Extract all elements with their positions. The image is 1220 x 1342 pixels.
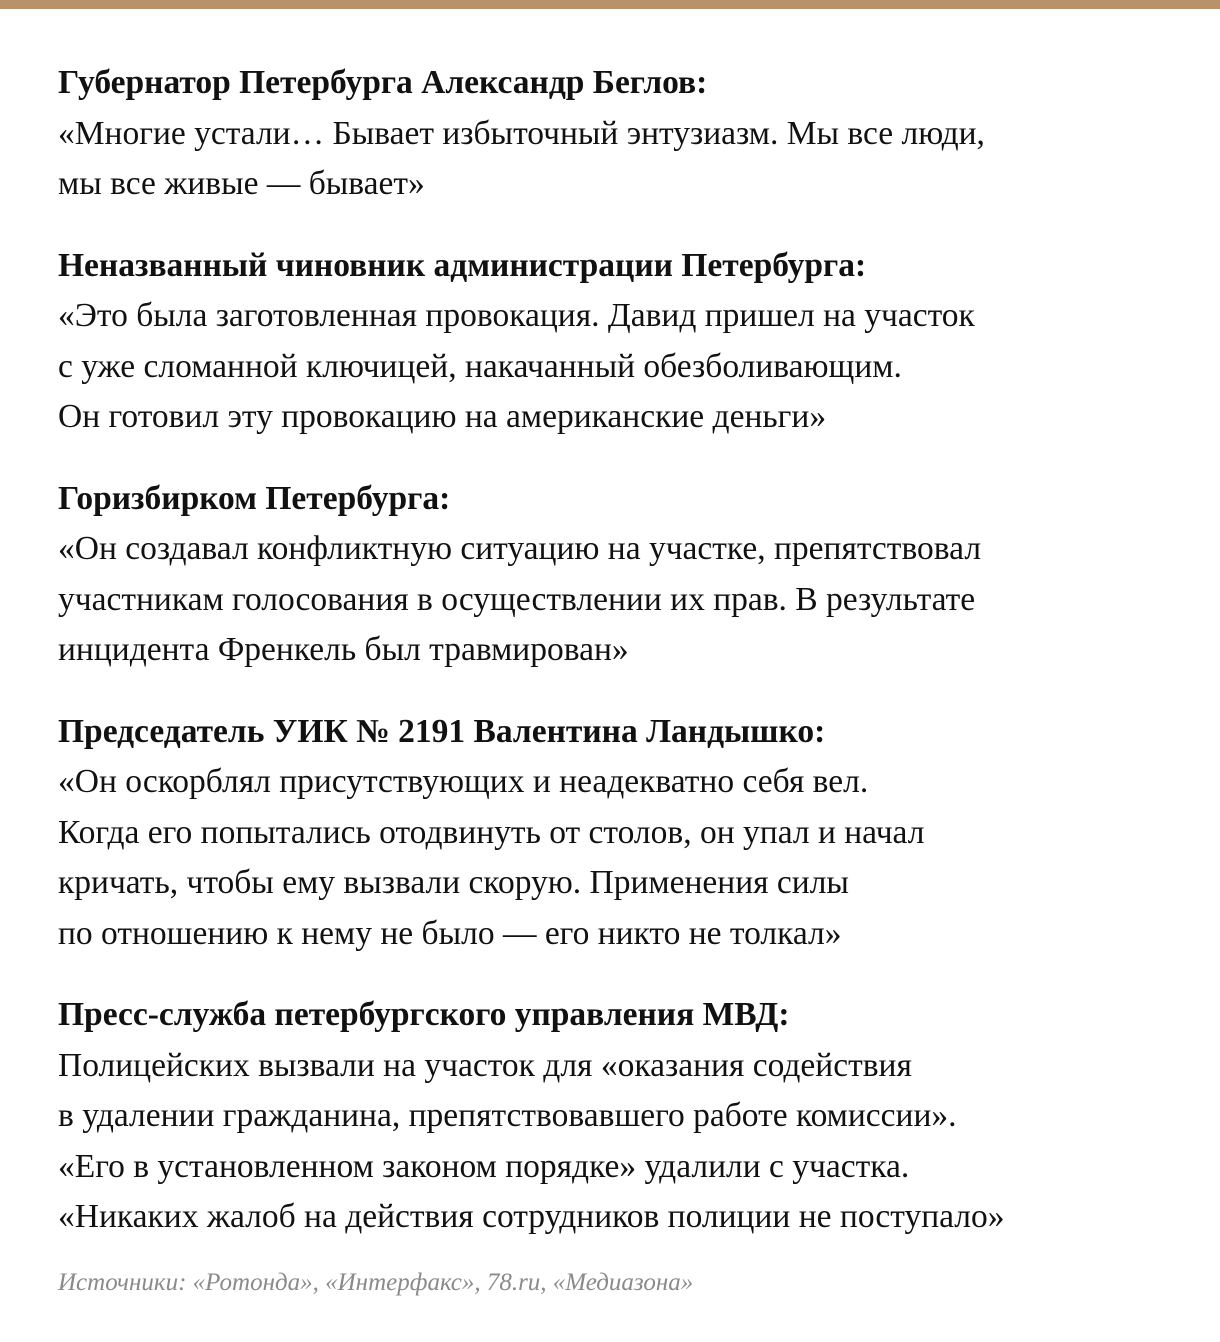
statement-uik-chair: [58, 707, 1198, 960]
statement-quote-line: Он готовил эту провокацию на американские деньги»: [58, 398, 827, 435]
statement-quote-line: «Это была заготовленная провокация. Давид пришел на участок: [58, 297, 975, 334]
statement-author: Председатель УИК № 2191 Валентина Ландышко:: [58, 712, 826, 750]
statement-author: Пресс-служба петербургского управления МВД:: [58, 996, 790, 1033]
statement-quote-line: «Он создавал конфликтную ситуацию на участке, препятствовал: [58, 530, 982, 567]
statement-gorizbirkom: [58, 474, 1198, 676]
statement-quote-line: участникам голосования в осуществлении их прав. В результате: [58, 580, 976, 618]
statement-quote-line: кричать, чтобы ему вызвали скорую. Применения силы: [58, 864, 849, 901]
statement-quote-line: с уже сломанной ключицей, накачанный обезболивающим.: [58, 347, 902, 385]
statement-author: Неназванный чиновник администрации Петербурга:: [58, 246, 867, 284]
top-accent-bar: [0, 0, 1220, 9]
statement-quote-line: по отношению к нему не было — его никто не толкал»: [58, 914, 842, 952]
statement-quote-line: мы все живые — бывает»: [58, 165, 425, 202]
statement-author: Горизбирком Петербурга:: [58, 479, 451, 517]
statement-beglov: [58, 58, 1198, 210]
statement-quote-line: Полицейских вызвали на участок для «оказания содействия: [58, 1046, 912, 1084]
statement-quote-line: «Его в установленном законом порядке» удалили с участка.: [58, 1147, 910, 1185]
statement-quote-line: «Он оскорблял присутствующих и неадекватно себя вел.: [58, 763, 869, 800]
statement-quote-line: в удалении гражданина, препятствовавшего работе комиссии».: [58, 1097, 957, 1134]
statements-list: [58, 58, 1198, 1274]
statement-quote-line: «Никаких жалоб на действия сотрудников полиции не поступало»: [58, 1198, 1005, 1235]
statement-official: [58, 241, 1198, 443]
statement-quote-line: «Многие устали… Бывает избыточный энтузиазм. Мы все люди,: [58, 114, 985, 152]
statement-author: Губернатор Петербурга Александр Беглов:: [58, 64, 708, 101]
statement-mvd: [58, 990, 1198, 1243]
statement-quote-line: Когда его попытались отодвинуть от столов, он упал и начал: [58, 813, 925, 851]
statement-quote-line: инцидента Френкель был травмирован»: [58, 631, 629, 668]
sources-caption: Источники: «Ротонда», «Интерфакс», 78.ru, «Медиазона»: [58, 1269, 694, 1296]
